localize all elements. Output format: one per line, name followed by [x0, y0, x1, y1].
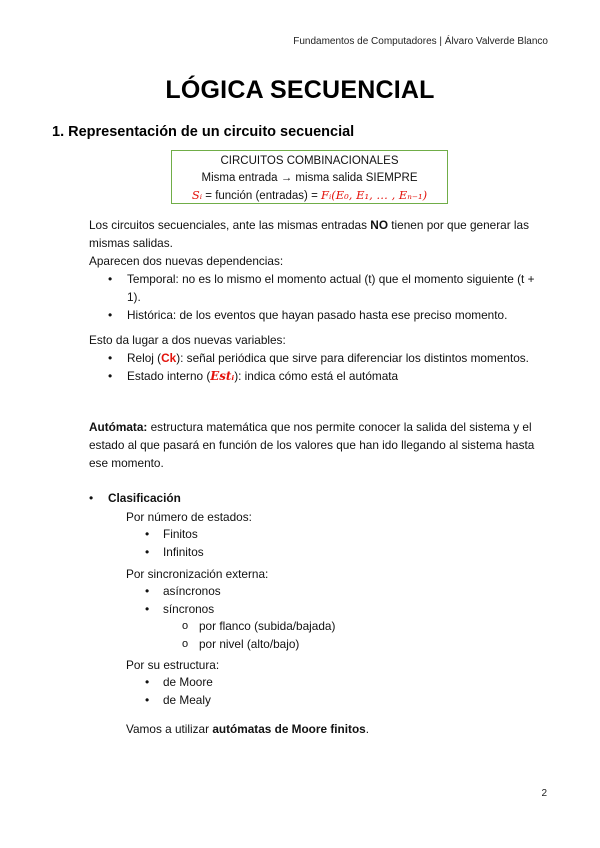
- classification-heading: Clasificación: [108, 491, 181, 505]
- variables-intro: Esto da lugar a dos nuevas variables:: [89, 333, 286, 347]
- item-moore: de Moore: [163, 675, 213, 689]
- intro-text-a: Los circuitos secuenciales, ante las mismas entradas: [89, 218, 371, 232]
- box-formula: [172, 187, 447, 205]
- dependency-temporal: • Temporal: no es lo mismo el momento actual (t) que el momento siguiente (t + 1).: [127, 270, 549, 306]
- bullet-sync: •: [145, 602, 150, 616]
- box-line-2: Misma entrada → misma salida SIEMPRE: [201, 172, 418, 184]
- formula-output: Sᵢ: [191, 188, 203, 202]
- automata-term: Autómata:: [89, 420, 148, 434]
- page-number: 2: [541, 788, 547, 799]
- intro-block: [89, 216, 549, 324]
- variables-block: [89, 331, 549, 385]
- variable-state: [127, 367, 549, 385]
- bullet-finite: •: [145, 527, 150, 541]
- page-title: LÓGICA SECUENCIAL: [165, 76, 435, 104]
- item-edge: por flanco (subida/bajada): [199, 619, 336, 633]
- by-sync-label: Por sincronización externa:: [126, 567, 269, 581]
- page-header: Fundamentos de Computadores | Álvaro Valverde Blanco: [293, 36, 548, 47]
- formula-middle: = función (entradas) =: [202, 190, 321, 202]
- conclusion-text-b: autómatas de Moore finitos: [212, 722, 366, 736]
- formula-function: Fᵢ(E₀, E₁, … , Eₙ₋₁): [321, 188, 428, 202]
- intro-text-c: tienen por que generar las mismas salidas.: [89, 218, 530, 250]
- automata-text: estructura matemática que nos permite conocer la salida del sistema y el estado al que pasará en función de los valores que han ido llegando al sistema hasta ese momento.: [89, 420, 535, 470]
- state-text-b: ): indica cómo está el autómata: [234, 369, 399, 383]
- circle-level: o: [182, 638, 189, 650]
- item-infinite: Infinitos: [163, 545, 204, 559]
- bullet-async: •: [145, 584, 150, 598]
- circle-edge: o: [182, 620, 189, 632]
- intro-paragraph: [89, 216, 549, 252]
- variables-list: [89, 349, 549, 385]
- item-sync: síncronos: [163, 602, 215, 616]
- dependencies-intro: Aparecen dos nuevas dependencias:: [89, 254, 284, 268]
- box-line-1: CIRCUITOS COMBINACIONALES: [220, 155, 399, 167]
- conclusion: [126, 720, 369, 738]
- by-states-label: Por número de estados:: [126, 510, 252, 524]
- clock-text-a: Reloj (: [127, 351, 162, 365]
- conclusion-text-a: Vamos a utilizar: [126, 722, 213, 736]
- state-symbol: Estᵢ: [210, 369, 235, 383]
- automata-definition: [89, 418, 544, 472]
- item-level: por nivel (alto/bajo): [199, 637, 300, 651]
- intro-text-no: NO: [370, 218, 388, 232]
- bullet-classification: •: [89, 491, 94, 505]
- item-async: asíncronos: [163, 584, 221, 598]
- bullet-infinite: •: [145, 545, 150, 559]
- clock-symbol: Ck: [161, 351, 177, 365]
- bullet-mealy: •: [145, 693, 150, 707]
- conclusion-text-c: .: [365, 722, 369, 736]
- state-text-a: Estado interno (: [127, 369, 211, 383]
- clock-text-b: ): señal periódica que sirve para diferenciar los distintos momentos.: [176, 351, 529, 365]
- automata-paragraph: [89, 418, 544, 472]
- bullet-moore: •: [145, 675, 150, 689]
- by-structure-label: Por su estructura:: [126, 658, 220, 672]
- combinational-box: [171, 150, 448, 204]
- section-heading: 1. Representación de un circuito secuencial: [52, 124, 355, 140]
- item-mealy: de Mealy: [163, 693, 211, 707]
- variable-clock: [127, 349, 549, 367]
- item-finite: Finitos: [163, 527, 198, 541]
- dependency-historic: • Histórica: de los eventos que hayan pasado hasta ese preciso momento.: [127, 306, 549, 324]
- dependencies-list: [89, 270, 549, 324]
